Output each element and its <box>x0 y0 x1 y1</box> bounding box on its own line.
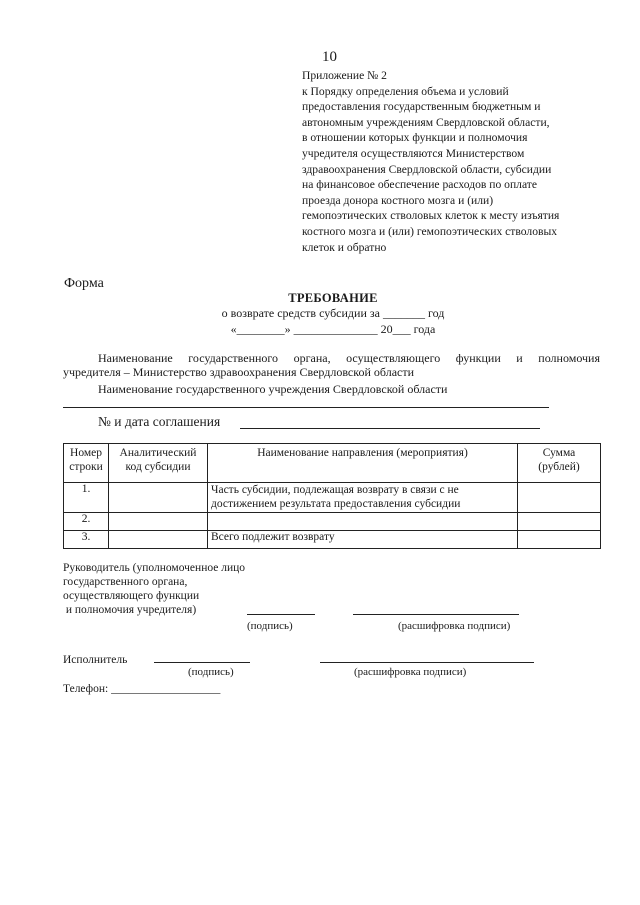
head-line: и полномочия учредителя) <box>63 604 197 616</box>
executor-decoding-line <box>320 662 534 663</box>
row-number: 3. <box>64 531 109 549</box>
document-subtitle: о возврате средств субсидии за _______ год <box>221 306 445 320</box>
row-code <box>109 513 208 531</box>
appendix-line: автономным учреждениям Свердловской области, <box>302 115 550 129</box>
page-number: 10 <box>322 49 337 65</box>
appendix-line: предоставления государственным бюджетным и <box>302 100 541 114</box>
executor-decoding-caption: (расшифровка подписи) <box>354 666 467 678</box>
head-decoding-caption: (расшифровка подписи) <box>398 620 511 632</box>
appendix-line: в отношении которых функции и полномочия <box>302 131 528 145</box>
row-code <box>109 531 208 549</box>
appendix-line: на финансовое обеспечение расходов по оплате <box>302 178 538 192</box>
row-sum <box>518 531 601 549</box>
appendix-line: костного мозга и (или) гемопоэтических стволовых <box>302 224 558 238</box>
agreement-label: № и дата соглашения <box>98 414 221 429</box>
head-signature-caption: (подпись) <box>247 620 293 632</box>
appendix-line: клеток и обратно <box>302 240 387 254</box>
row-name: Всего подлежит возврату <box>208 531 518 549</box>
date-line: «________» ______________ 20___ года <box>230 322 436 336</box>
column-header: Номер строки <box>64 444 109 483</box>
head-signature-line <box>247 614 315 615</box>
executor-label: Исполнитель <box>63 654 128 666</box>
body-line-institution: Наименование государственного учреждения Свердловской области <box>98 382 448 396</box>
executor-signature-line <box>154 662 250 663</box>
phone-label: Телефон: ___________________ <box>63 683 221 695</box>
document-title: ТРЕБОВАНИЕ <box>288 291 378 305</box>
executor-signature-caption: (подпись) <box>188 666 234 678</box>
row-name: Часть субсидии, подлежащая возврату в связи с не достижением результата предоставления субсидии <box>208 483 518 513</box>
institution-name-line <box>63 407 549 408</box>
table-row <box>64 483 601 513</box>
row-number: 2. <box>64 513 109 531</box>
table-row <box>64 531 601 549</box>
body-line-authority: Наименование государственного органа, осуществляющего функции и полномочия <box>98 351 600 365</box>
row-name <box>208 513 518 531</box>
body-line-founder: учредителя – Министерство здравоохранения Свердловской области <box>63 365 415 379</box>
row-sum <box>518 483 601 513</box>
appendix-line: к Порядку определения объема и условий <box>302 84 509 98</box>
column-header: Аналитический код субсидии <box>109 444 208 483</box>
head-line: Руководитель (уполномоченное лицо <box>63 562 246 574</box>
row-code <box>109 483 208 513</box>
agreement-line <box>240 428 540 429</box>
row-sum <box>518 513 601 531</box>
appendix-line: проезда донора костного мозга и (или) <box>302 193 494 207</box>
row-number: 1. <box>64 483 109 513</box>
head-signatory <box>63 561 245 617</box>
appendix-header <box>302 68 602 255</box>
column-header: Наименование направления (мероприятия) <box>208 444 518 483</box>
appendix-line: гемопоэтических стволовых клеток к месту изъятия <box>302 209 560 223</box>
column-header: Сумма (рублей) <box>518 444 601 483</box>
appendix-line: Приложение № 2 <box>302 69 387 82</box>
head-line: государственного органа, <box>63 576 188 588</box>
appendix-line: учредителя осуществляются Министерством <box>302 146 525 160</box>
head-decoding-line <box>353 614 519 615</box>
form-label: Форма <box>64 276 104 291</box>
table-row <box>64 513 601 531</box>
table-header-row <box>64 444 601 483</box>
appendix-line: здравоохранения Свердловской области, субсидии <box>302 162 552 176</box>
head-line: осуществляющего функции <box>63 590 200 602</box>
refund-table <box>63 443 601 549</box>
